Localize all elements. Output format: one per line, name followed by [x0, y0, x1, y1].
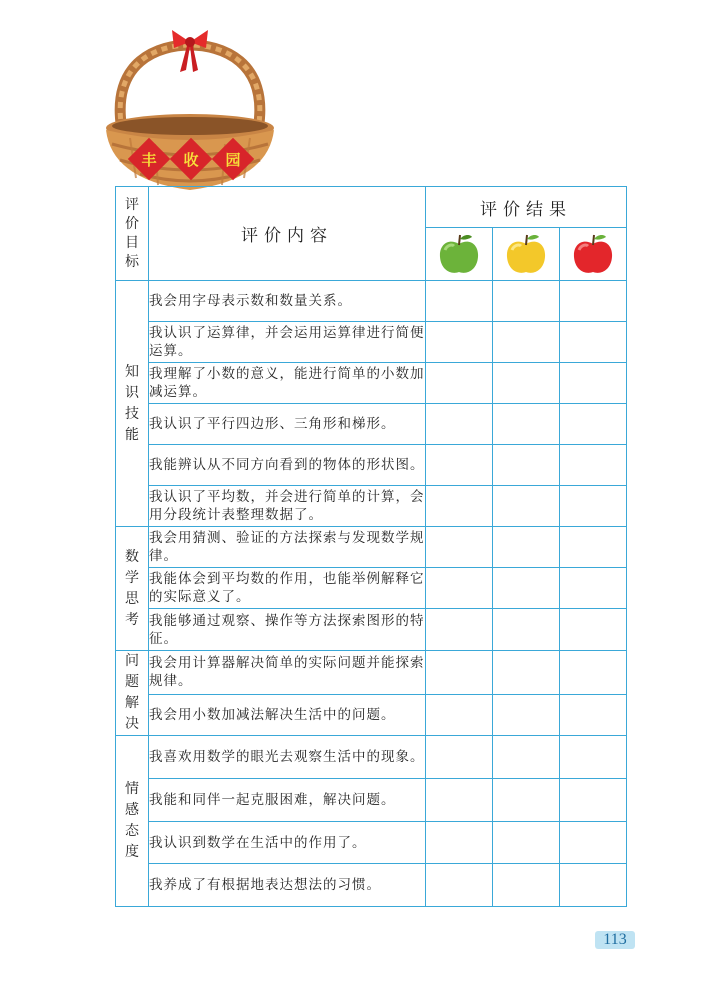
header-aim-char: 标 [125, 253, 139, 270]
header-aim-char: 目 [125, 234, 139, 251]
table-row [116, 568, 627, 609]
evaluation-content-cell: 我认识了平行四边形、三角形和梯形。 [149, 404, 426, 445]
table-row [116, 527, 627, 568]
red-apple-rating-cell[interactable] [560, 736, 627, 779]
harvest-basket [100, 20, 280, 195]
evaluation-content-cell: 我能和同伴一起克服困难，解决问题。 [149, 779, 426, 822]
yellow-apple-rating-cell[interactable] [493, 822, 560, 864]
table-row [116, 736, 627, 779]
green-apple-rating-cell[interactable] [426, 404, 493, 445]
red-apple-rating-cell[interactable] [560, 822, 627, 864]
evaluation-content-cell: 我会用猜测、验证的方法探索与发现数学规律。 [149, 527, 426, 568]
green-apple-rating-cell[interactable] [426, 363, 493, 404]
table-row [116, 363, 627, 404]
table-row [116, 445, 627, 486]
table-row [116, 281, 627, 322]
evaluation-content-cell: 我能体会到平均数的作用，也能举例解释它的实际意义了。 [149, 568, 426, 609]
header-aim-char: 评 [125, 196, 139, 213]
red-apple-rating-cell[interactable] [560, 694, 627, 736]
green-apple-rating-cell[interactable] [426, 864, 493, 907]
evaluation-content-cell: 我会用小数加减法解决生活中的问题。 [149, 694, 426, 736]
evaluation-aim-cell [116, 736, 149, 907]
green-apple-rating-cell[interactable] [426, 609, 493, 651]
green-apple-rating-cell[interactable] [426, 736, 493, 779]
red-apple-rating-cell[interactable] [560, 363, 627, 404]
red-apple-icon [569, 230, 617, 278]
table-row [116, 864, 627, 907]
aim-char: 考 [125, 611, 139, 628]
green-apple-rating-cell[interactable] [426, 281, 493, 322]
yellow-apple-rating-cell[interactable] [493, 779, 560, 822]
evaluation-content-cell: 我认识了平均数，并会进行简单的计算，会用分段统计表整理数据了。 [149, 486, 426, 527]
yellow-apple-rating-cell[interactable] [493, 736, 560, 779]
red-apple-rating-cell[interactable] [560, 568, 627, 609]
evaluation-aim-cell [116, 651, 149, 736]
evaluation-content-cell: 我能够通过观察、操作等方法探索图形的特征。 [149, 609, 426, 651]
table-header-row [116, 187, 627, 228]
evaluation-content-cell: 我能辨认从不同方向看到的物体的形状图。 [149, 445, 426, 486]
red-apple-rating-cell[interactable] [560, 322, 627, 363]
table-row [116, 694, 627, 736]
evaluation-content-cell: 我会用字母表示数和数量关系。 [149, 281, 426, 322]
green-apple-rating-cell[interactable] [426, 527, 493, 568]
aim-char: 感 [125, 802, 139, 818]
header-evaluation-content: 评价内容 [149, 187, 426, 281]
green-apple-rating-cell[interactable] [426, 445, 493, 486]
header-aim-char: 价 [125, 215, 139, 232]
red-apple-rating-cell[interactable] [560, 486, 627, 527]
yellow-apple-rating-cell[interactable] [493, 404, 560, 445]
evaluation-aim-cell [116, 281, 149, 527]
basket-icon [100, 20, 280, 195]
red-apple-rating-cell[interactable] [560, 609, 627, 651]
red-apple-rating-cell[interactable] [560, 864, 627, 907]
yellow-apple-rating-cell[interactable] [493, 651, 560, 695]
header-evaluation-result: 评价结果 [426, 187, 627, 228]
evaluation-content-cell: 我认识到数学在生活中的作用了。 [149, 822, 426, 864]
evaluation-content-cell: 我喜欢用数学的眼光去观察生活中的现象。 [149, 736, 426, 779]
yellow-apple-rating-cell[interactable] [493, 486, 560, 527]
green-apple-rating-cell[interactable] [426, 779, 493, 822]
evaluation-aim-cell [116, 527, 149, 651]
green-apple-rating-cell[interactable] [426, 486, 493, 527]
green-apple-rating-cell[interactable] [426, 322, 493, 363]
banner-char: 丰 [141, 151, 157, 169]
evaluation-content-cell: 我会用计算器解决简单的实际问题并能探索规律。 [149, 651, 426, 695]
aim-char: 问 [125, 653, 139, 669]
aim-char: 思 [125, 590, 139, 607]
table-row [116, 486, 627, 527]
green-apple-icon [435, 230, 483, 278]
red-apple-rating-cell[interactable] [560, 651, 627, 695]
banner-char: 收 [183, 151, 199, 169]
yellow-apple-icon [502, 230, 550, 278]
red-apple-header [560, 228, 627, 281]
table-row [116, 609, 627, 651]
page-number: 113 [595, 931, 635, 949]
yellow-apple-rating-cell[interactable] [493, 322, 560, 363]
green-apple-rating-cell[interactable] [426, 822, 493, 864]
harvest-banner [128, 138, 254, 180]
aim-char: 题 [125, 674, 139, 690]
table-row [116, 822, 627, 864]
evaluation-content-cell: 我理解了小数的意义，能进行简单的小数加减运算。 [149, 363, 426, 404]
banner-char: 园 [225, 151, 241, 169]
yellow-apple-rating-cell[interactable] [493, 281, 560, 322]
red-apple-rating-cell[interactable] [560, 404, 627, 445]
yellow-apple-rating-cell[interactable] [493, 363, 560, 404]
evaluation-content-cell: 我养成了有根据地表达想法的习惯。 [149, 864, 426, 907]
self-evaluation-table [115, 186, 627, 907]
aim-char: 数 [125, 548, 139, 565]
table-row [116, 322, 627, 363]
aim-char: 决 [125, 716, 139, 732]
aim-char: 度 [125, 844, 139, 860]
green-apple-rating-cell[interactable] [426, 568, 493, 609]
red-apple-rating-cell[interactable] [560, 281, 627, 322]
green-apple-rating-cell[interactable] [426, 694, 493, 736]
yellow-apple-rating-cell[interactable] [493, 694, 560, 736]
red-apple-rating-cell[interactable] [560, 527, 627, 568]
yellow-apple-rating-cell[interactable] [493, 568, 560, 609]
red-apple-rating-cell[interactable] [560, 445, 627, 486]
aim-char: 解 [125, 695, 139, 711]
yellow-apple-header [493, 228, 560, 281]
aim-char: 情 [125, 781, 139, 797]
yellow-apple-rating-cell[interactable] [493, 445, 560, 486]
yellow-apple-rating-cell[interactable] [493, 864, 560, 907]
aim-char: 技 [125, 405, 139, 422]
aim-char: 学 [125, 569, 139, 586]
table-row [116, 651, 627, 695]
table-row [116, 404, 627, 445]
red-apple-rating-cell[interactable] [560, 779, 627, 822]
aim-char: 能 [125, 426, 139, 443]
aim-char: 态 [125, 823, 139, 839]
green-apple-header [426, 228, 493, 281]
yellow-apple-rating-cell[interactable] [493, 609, 560, 651]
yellow-apple-rating-cell[interactable] [493, 527, 560, 568]
aim-char: 识 [125, 384, 139, 401]
aim-char: 知 [125, 363, 139, 380]
table-row [116, 779, 627, 822]
green-apple-rating-cell[interactable] [426, 651, 493, 695]
header-evaluation-aim [116, 187, 149, 281]
evaluation-content-cell: 我认识了运算律，并会运用运算律进行简便运算。 [149, 322, 426, 363]
